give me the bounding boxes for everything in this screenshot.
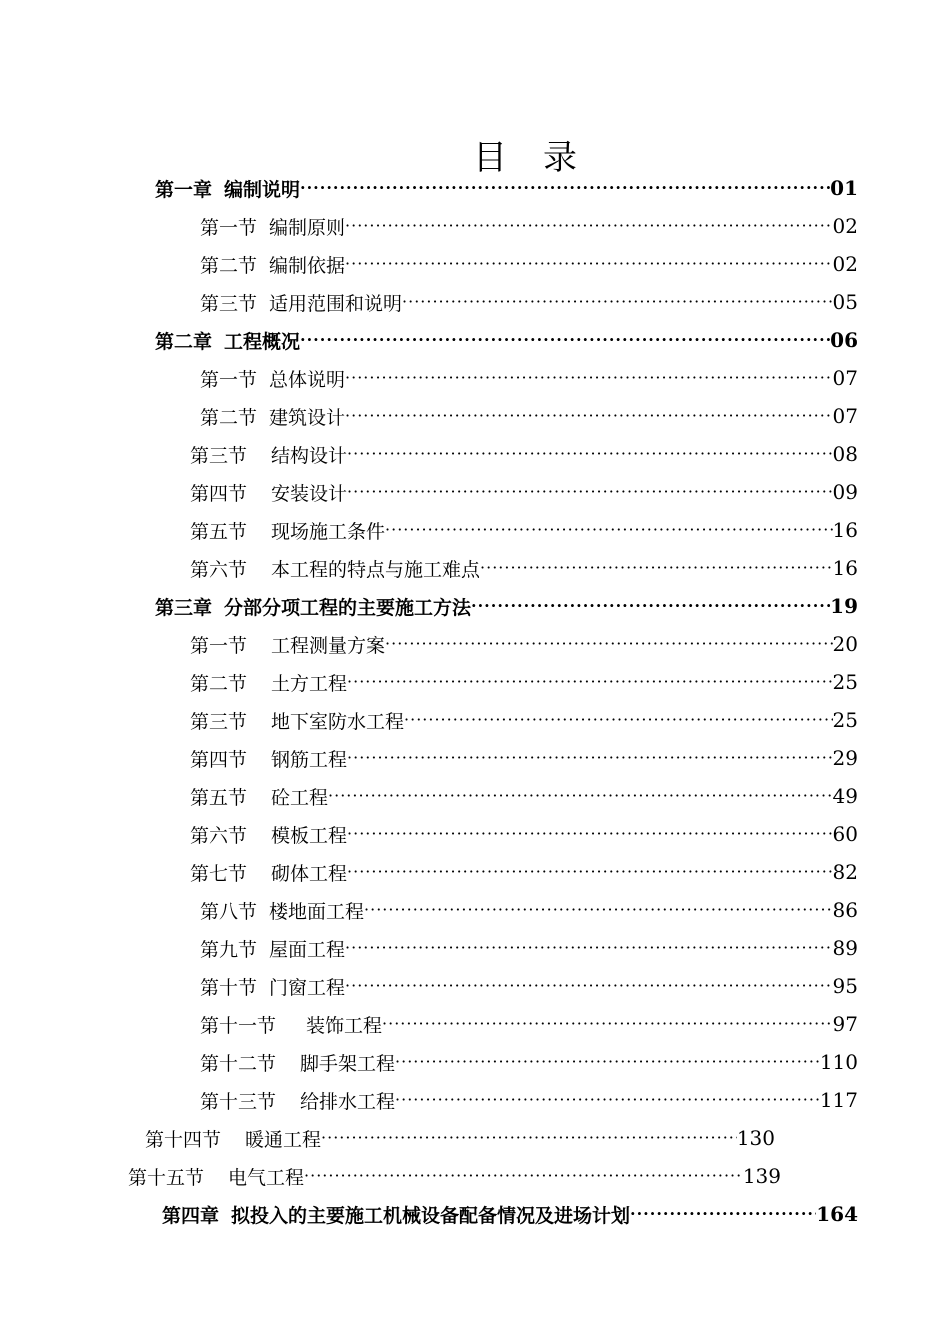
toc-entry-label xyxy=(190,821,347,848)
dot-leader xyxy=(385,515,833,545)
toc-entry-label xyxy=(200,935,345,962)
toc-section-entry[interactable] xyxy=(190,705,858,735)
toc-section-entry[interactable] xyxy=(200,933,858,963)
toc-entry-page: 29 xyxy=(832,746,858,770)
dot-leader xyxy=(402,287,833,317)
dot-leader xyxy=(630,1199,816,1229)
toc-entry-title: 本工程的特点与施工难点 xyxy=(271,558,481,581)
toc-entry-title: 现场施工条件 xyxy=(271,520,386,543)
dot-leader xyxy=(347,477,833,507)
toc-entry-page: 25 xyxy=(832,708,858,732)
toc-entry-number: 第十三节 xyxy=(200,1090,277,1113)
dot-leader xyxy=(395,1047,820,1077)
toc-entry-page: 95 xyxy=(832,974,858,998)
dot-leader xyxy=(304,1161,743,1191)
toc-entry-page: 07 xyxy=(832,404,858,428)
toc-entry-title: 分部分项工程的主要施工方法 xyxy=(224,596,472,619)
toc-entry-number: 第一节 xyxy=(200,216,258,239)
toc-entry-page: 02 xyxy=(832,214,858,238)
toc-entry-number: 第三节 xyxy=(190,710,248,733)
toc-section-entry[interactable] xyxy=(200,1085,858,1115)
dot-leader xyxy=(300,325,830,355)
toc-entry-label xyxy=(200,1011,382,1038)
toc-entry-label xyxy=(190,707,404,734)
toc-entry-page: 05 xyxy=(832,290,858,314)
dot-leader xyxy=(347,819,833,849)
toc-section-entry[interactable] xyxy=(190,667,858,697)
toc-entry-page: 20 xyxy=(832,632,858,656)
toc-section-entry[interactable] xyxy=(190,477,858,507)
toc-entry-label xyxy=(155,175,300,202)
toc-entry-number: 第二节 xyxy=(200,254,258,277)
toc-entry-label xyxy=(155,593,471,620)
toc-entry-page: 164 xyxy=(816,1202,858,1226)
dot-leader xyxy=(347,439,833,469)
toc-entry-label xyxy=(190,745,347,772)
toc-entry-number: 第二章 xyxy=(155,330,213,353)
toc-entry-title: 结构设计 xyxy=(271,444,348,467)
toc-entry-number: 第四节 xyxy=(190,482,248,505)
toc-entry-title: 屋面工程 xyxy=(269,938,346,961)
toc-entry-label xyxy=(200,365,345,392)
toc-section-entry[interactable] xyxy=(190,743,858,773)
toc-section-entry[interactable] xyxy=(200,1009,858,1039)
toc-entry-number: 第一章 xyxy=(155,178,213,201)
toc-entry-label xyxy=(200,403,345,430)
toc-entry-number: 第二节 xyxy=(200,406,258,429)
toc-entry-page: 49 xyxy=(832,784,858,808)
toc-entry-page: 86 xyxy=(832,898,858,922)
toc-entry-number: 第三章 xyxy=(155,596,213,619)
dot-leader xyxy=(345,211,833,241)
toc-entry-title: 编制依据 xyxy=(269,254,346,277)
toc-section-entry[interactable] xyxy=(190,781,858,811)
toc-entry-title: 给排水工程 xyxy=(300,1090,396,1113)
dot-leader xyxy=(345,401,833,431)
toc-entry-title: 土方工程 xyxy=(271,672,348,695)
title-char-2: 录 xyxy=(543,138,577,178)
dot-leader xyxy=(347,667,833,697)
toc-section-entry[interactable] xyxy=(200,895,858,925)
dot-leader xyxy=(345,249,833,279)
toc-entry-page: 130 xyxy=(736,1126,775,1150)
toc-entry-page: 16 xyxy=(832,518,858,542)
toc-entry-number: 第三节 xyxy=(190,444,248,467)
toc-entry-page: 07 xyxy=(832,366,858,390)
toc-entry-title: 编制原则 xyxy=(269,216,346,239)
dot-leader xyxy=(321,1123,737,1153)
toc-entry-page: 02 xyxy=(832,252,858,276)
toc-section-entry[interactable] xyxy=(200,1047,858,1077)
dot-leader xyxy=(300,173,830,203)
dot-leader xyxy=(328,781,833,811)
toc-entry-title: 暖通工程 xyxy=(245,1128,322,1151)
toc-entry-page: 01 xyxy=(830,176,858,200)
toc-entry-title: 电气工程 xyxy=(228,1166,305,1189)
dot-leader xyxy=(385,629,833,659)
toc-entry-label xyxy=(155,327,300,354)
toc-entry-number: 第六节 xyxy=(190,558,248,581)
toc-entry-number: 第十二节 xyxy=(200,1052,277,1075)
toc-entry-label xyxy=(162,1201,630,1228)
toc-entry-number: 第二节 xyxy=(190,672,248,695)
toc-entry-title: 建筑设计 xyxy=(269,406,346,429)
toc-section-entry[interactable] xyxy=(190,553,858,583)
toc-chapter-entry[interactable] xyxy=(155,173,858,203)
toc-entry-title: 模板工程 xyxy=(271,824,348,847)
toc-section-entry[interactable] xyxy=(190,515,858,545)
toc-entry-label xyxy=(128,1163,304,1190)
toc-entry-number: 第十节 xyxy=(200,976,258,999)
toc-entry-title: 地下室防水工程 xyxy=(271,710,405,733)
toc-entry-title: 工程概况 xyxy=(224,330,301,353)
toc-entry-page: 82 xyxy=(832,860,858,884)
dot-leader xyxy=(345,363,833,393)
toc-entry-title: 钢筋工程 xyxy=(271,748,348,771)
dot-leader xyxy=(347,743,833,773)
toc-section-entry[interactable] xyxy=(190,439,858,469)
toc-entry-page: 25 xyxy=(832,670,858,694)
toc-entry-label xyxy=(190,441,347,468)
toc-entry-number: 第六节 xyxy=(190,824,248,847)
toc-entry-title: 编制说明 xyxy=(224,178,301,201)
toc-entry-number: 第八节 xyxy=(200,900,258,923)
toc-entry-title: 拟投入的主要施工机械设备配备情况及进场计划 xyxy=(231,1204,631,1227)
toc-entry-title: 安装设计 xyxy=(271,482,348,505)
toc-section-entry[interactable] xyxy=(200,363,858,393)
toc-entry-label xyxy=(190,479,347,506)
dot-leader xyxy=(395,1085,820,1115)
toc-entry-title: 总体说明 xyxy=(269,368,346,391)
toc-entry-number: 第五节 xyxy=(190,786,248,809)
toc-entry-page: 97 xyxy=(832,1012,858,1036)
toc-section-entry[interactable] xyxy=(190,629,858,659)
toc-entry-number: 第三节 xyxy=(200,292,258,315)
toc-entry-page: 19 xyxy=(830,594,858,618)
toc-entry-page: 89 xyxy=(832,936,858,960)
toc-entry-number: 第一节 xyxy=(190,634,248,657)
toc-entry-label xyxy=(200,897,364,924)
toc-entry-title: 砼工程 xyxy=(271,786,329,809)
toc-entry-title: 适用范围和说明 xyxy=(269,292,403,315)
toc-section-entry[interactable] xyxy=(190,819,858,849)
toc-entry-number: 第四章 xyxy=(162,1204,220,1227)
toc-entry-page: 08 xyxy=(832,442,858,466)
toc-entry-title: 门窗工程 xyxy=(269,976,346,999)
dot-leader xyxy=(382,1009,833,1039)
toc-chapter-entry[interactable] xyxy=(155,325,858,355)
toc-entry-label xyxy=(190,783,328,810)
toc-entry-page: 139 xyxy=(742,1164,781,1188)
toc-entry-number: 第十一节 xyxy=(200,1014,277,1037)
toc-entry-title: 装饰工程 xyxy=(306,1014,383,1037)
toc-chapter-entry[interactable] xyxy=(162,1199,858,1229)
toc-section-entry[interactable] xyxy=(128,1161,781,1191)
toc-section-entry[interactable] xyxy=(145,1123,775,1153)
toc-entry-label xyxy=(190,631,385,658)
toc-entry-label xyxy=(200,973,345,1000)
title-char-1: 目 xyxy=(473,138,507,178)
toc-entry-label xyxy=(190,555,480,582)
dot-leader xyxy=(345,933,833,963)
toc-entry-title: 楼地面工程 xyxy=(269,900,365,923)
dot-leader xyxy=(404,705,833,735)
dot-leader xyxy=(364,895,833,925)
toc-entry-page: 60 xyxy=(832,822,858,846)
toc-entry-label xyxy=(190,859,347,886)
toc-entry-page: 16 xyxy=(832,556,858,580)
toc-section-entry[interactable] xyxy=(200,211,858,241)
toc-entry-title: 工程测量方案 xyxy=(271,634,386,657)
toc-entry-number: 第九节 xyxy=(200,938,258,961)
toc-entry-number: 第一节 xyxy=(200,368,258,391)
toc-section-entry[interactable] xyxy=(200,249,858,279)
toc-entry-page: 117 xyxy=(819,1088,858,1112)
toc-section-entry[interactable] xyxy=(190,857,858,887)
toc-entry-label xyxy=(200,251,345,278)
toc-entry-number: 第四节 xyxy=(190,748,248,771)
toc-entry-title: 脚手架工程 xyxy=(300,1052,396,1075)
toc-entry-number: 第十五节 xyxy=(128,1166,205,1189)
toc-entry-number: 第五节 xyxy=(190,520,248,543)
dot-leader xyxy=(471,591,830,621)
toc-entry-label xyxy=(200,289,402,316)
toc-entry-label xyxy=(200,1087,395,1114)
dot-leader xyxy=(345,971,833,1001)
toc-section-entry[interactable] xyxy=(200,287,858,317)
toc-entry-page: 110 xyxy=(819,1050,858,1074)
toc-entry-label xyxy=(190,669,347,696)
toc-section-entry[interactable] xyxy=(200,401,858,431)
toc-entry-page: 06 xyxy=(830,328,858,352)
dot-leader xyxy=(347,857,833,887)
page-title xyxy=(0,130,950,179)
toc-entry-page: 09 xyxy=(832,480,858,504)
toc-chapter-entry[interactable] xyxy=(155,591,858,621)
toc-entry-label xyxy=(190,517,385,544)
toc-entry-title: 砌体工程 xyxy=(271,862,348,885)
toc-entry-number: 第七节 xyxy=(190,862,248,885)
dot-leader xyxy=(480,553,833,583)
toc-entry-number: 第十四节 xyxy=(145,1128,222,1151)
toc-section-entry[interactable] xyxy=(200,971,858,1001)
toc-entry-label xyxy=(145,1125,321,1152)
toc-entry-label xyxy=(200,213,345,240)
toc-entry-label xyxy=(200,1049,395,1076)
